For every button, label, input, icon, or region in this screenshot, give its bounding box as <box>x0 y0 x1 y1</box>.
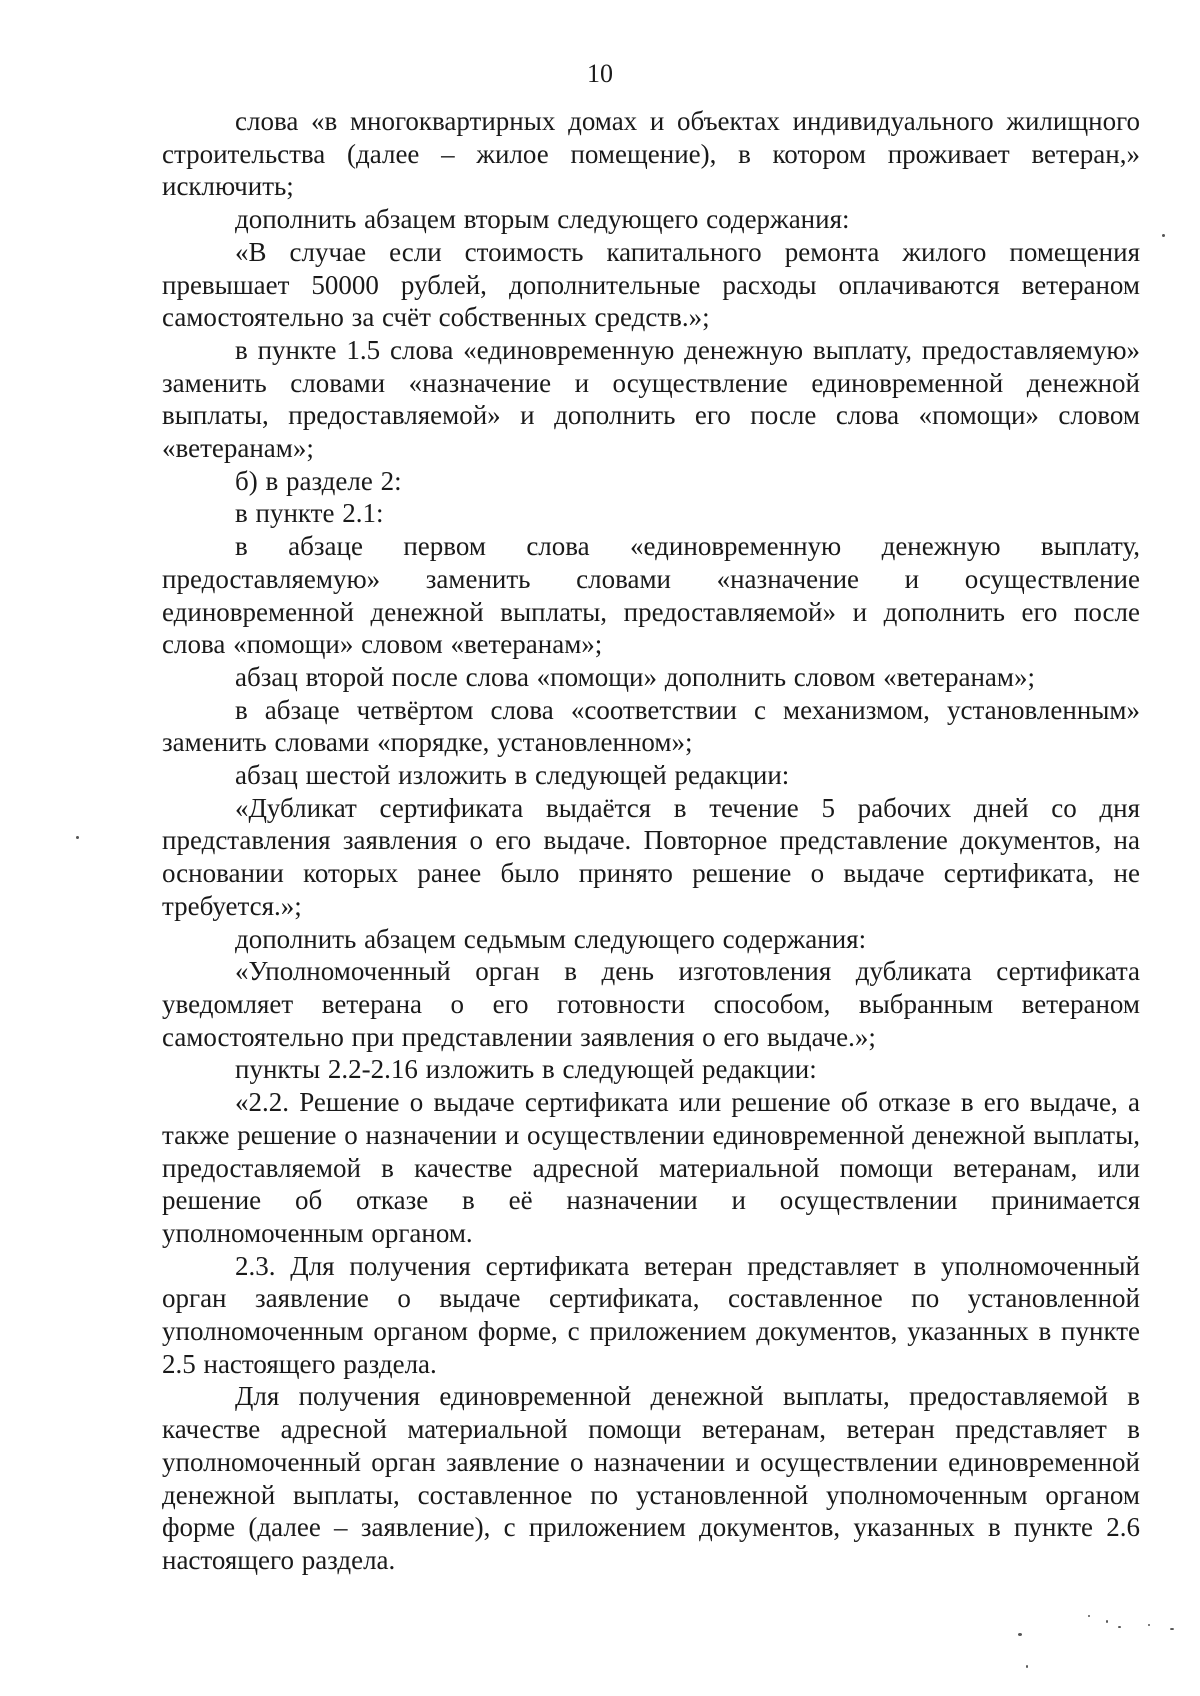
paragraph: дополнить абзацем вторым следующего содержания: <box>235 204 850 235</box>
scan-speck <box>1026 1665 1028 1668</box>
paragraph: в пункте 1.5 слова «единовременную денежную выплату, предоставляемую» заменить словами «назначение и осуществление единовременной денежной выплаты, предоставляемой» и дополнить его после слова «помощи» словом «ветеранам»; <box>162 334 1140 464</box>
paragraph: «Уполномоченный орган в день изготовления дубликата сертификата уведомляет ветерана о его готовности способом, выбранным ветераном самостоятельно при представлении заявления о его выдаче.»; <box>162 956 1140 1052</box>
paragraph: «В случае если стоимость капитального ремонта жилого помещения превышает 50000 рублей, дополнительные расходы оплачиваются ветераном самостоятельно за счёт собственных средств.»; <box>162 236 1140 333</box>
scan-speck <box>1162 234 1165 237</box>
scan-speck <box>1170 1628 1174 1630</box>
paragraph: б) в разделе 2: <box>235 465 402 496</box>
paragraph: абзац второй после слова «помощи» дополнить словом «ветеранам»; <box>235 661 1035 692</box>
paragraph: «Дубликат сертификата выдаётся в течение 5 рабочих дней со дня представления заявления о его выдаче. Повторное представление документов, на основании которых ранее было принято решение о выдаче сертификата, не требуется.»; <box>162 792 1140 921</box>
paragraph: 2.3. Для получения сертификата ветеран представляет в уполномоченный орган заявление о выдаче сертификата, составленное по установленной уполномоченным органом форме, с приложением документов, указанных в пункте 2.5 настоящего раздела. <box>162 1250 1140 1379</box>
paragraph: дополнить абзацем седьмым следующего содержания: <box>235 923 867 954</box>
scan-speck <box>76 836 79 839</box>
page-number: 10 <box>587 59 613 88</box>
scan-speck <box>1118 1626 1121 1628</box>
paragraph: пункты 2.2-2.16 изложить в следующей редакции: <box>235 1054 817 1085</box>
scan-speck <box>1018 1633 1022 1636</box>
paragraph: в абзаце четвёртом слова «соответствии с механизмом, установленным» заменить словами «порядке, установленном»; <box>162 694 1140 758</box>
paragraph: абзац шестой изложить в следующей редакции: <box>235 760 790 791</box>
paragraph: Для получения единовременной денежной выплаты, предоставляемой в качестве адресной материальной помощи ветеранам, ветеран представляет в уполномоченный орган заявление о назначении и осуществлении единовременной денежной выплаты, составленное по установленной уполномоченным органом форме (далее – заявление), с приложением документов, указанных в пункте 2.6 настоящего раздела. <box>162 1381 1140 1575</box>
scan-speck <box>1088 1615 1090 1617</box>
paragraph: слова «в многоквартирных домах и объектах индивидуального жилищного строительства (далее – жилое помещение), в котором проживает ветеран,» исключить; <box>162 106 1140 202</box>
scan-speck <box>1148 1624 1150 1626</box>
scan-speck <box>1106 1620 1108 1623</box>
paragraph: «2.2. Решение о выдаче сертификата или решение об отказе в его выдаче, а также решение о назначении и осуществлении единовременной денежной выплаты, предоставляемой в качестве адресной материальной помощи ветеранам, или решение об отказе в её назначении и осуществлении принимается уполномоченным органом. <box>162 1087 1140 1248</box>
paragraph: в абзаце первом слова «единовременную денежную выплату, предоставляемую» заменить словами «назначение и осуществление единовременной денежной выплаты, предоставляемой» и дополнить его после слова «помощи» словом «ветеранам»; <box>162 531 1140 660</box>
document-body <box>162 105 1140 1577</box>
paragraph: в пункте 2.1: <box>235 498 384 529</box>
